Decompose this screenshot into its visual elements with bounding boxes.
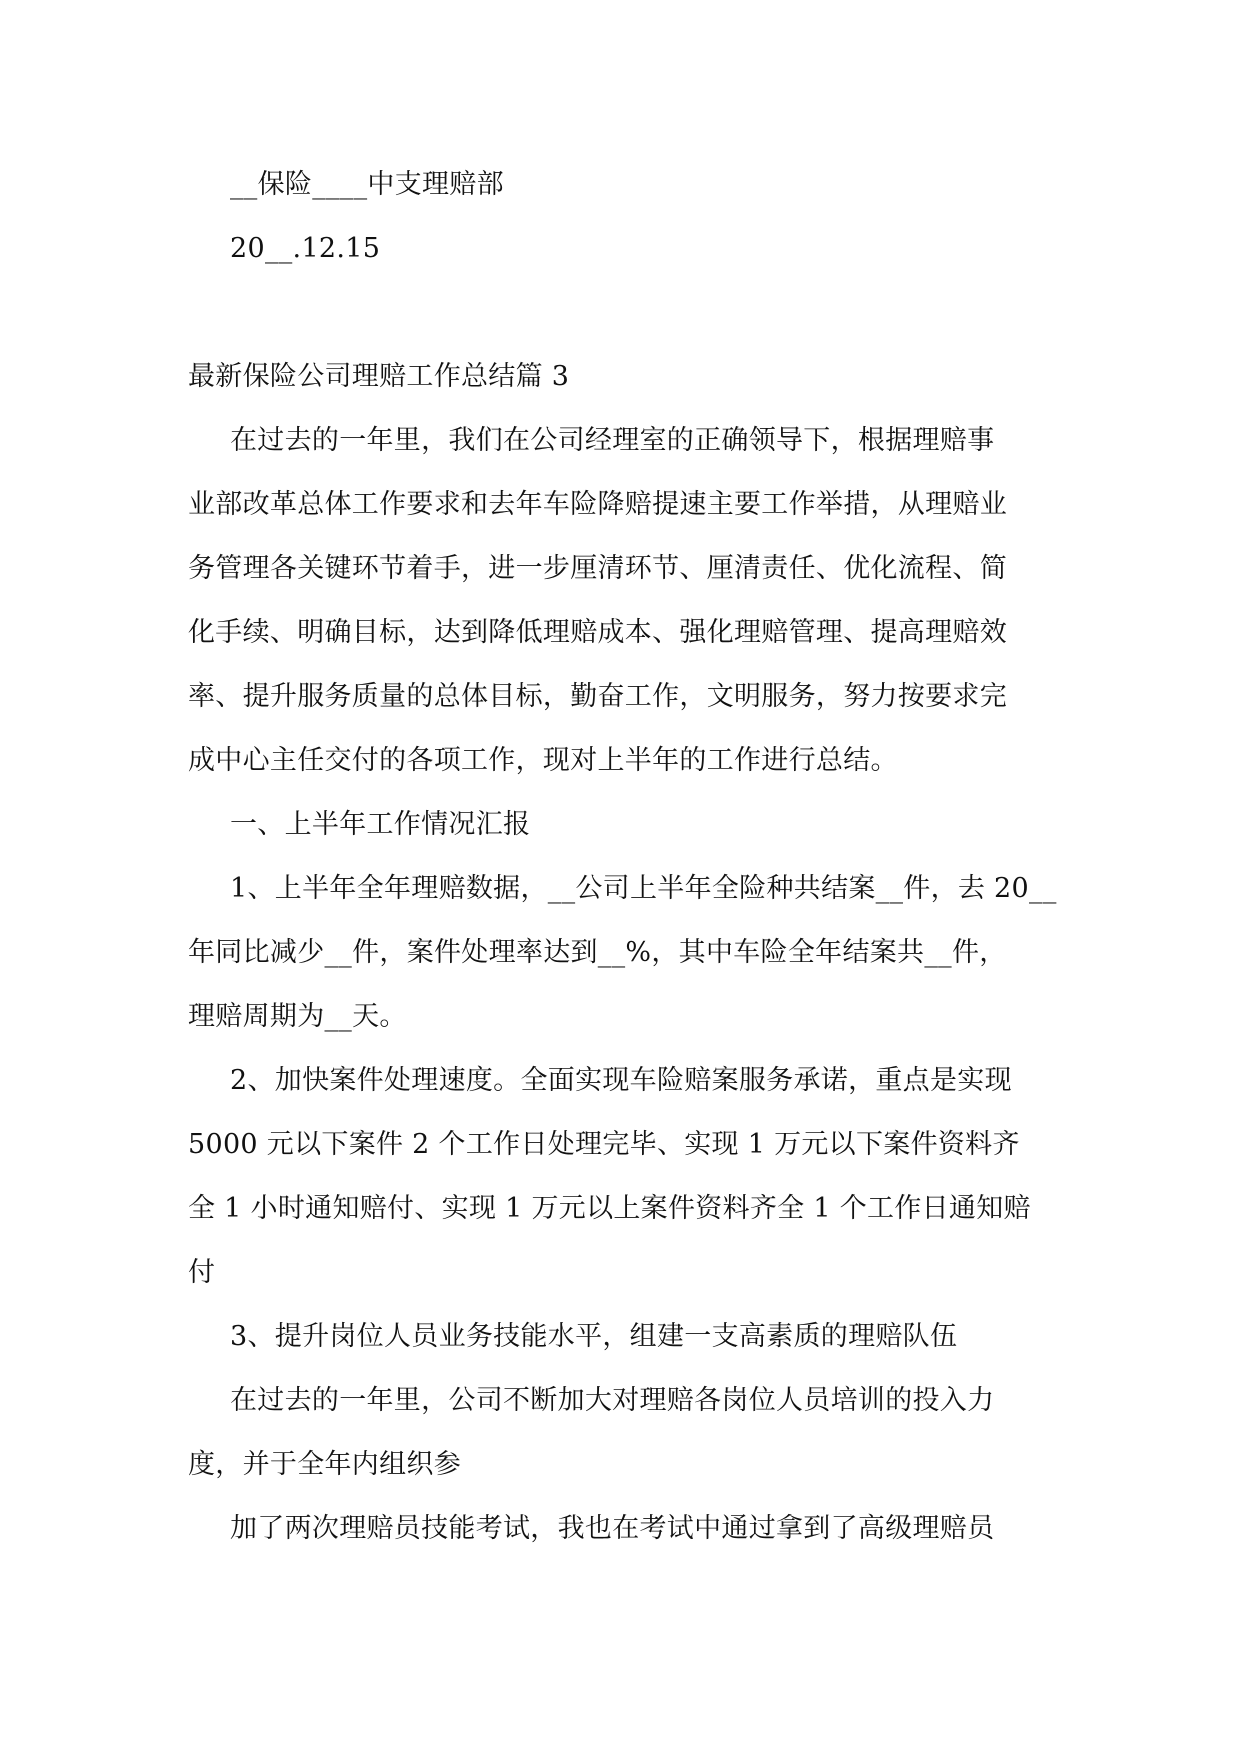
- section-title: 最新保险公司理赔工作总结篇 3: [188, 361, 570, 392]
- org-line: __保险____中支理赔部: [230, 169, 504, 200]
- paragraph-line: 度，并于全年内组织参: [188, 1449, 461, 1480]
- paragraph-line: 在过去的一年里，公司不断加大对理赔各岗位人员培训的投入力: [230, 1385, 995, 1416]
- paragraph-line: 全 1 小时通知赔付、实现 1 万元以上案件资料齐全 1 个工作日通知赔: [188, 1193, 1031, 1224]
- subheading: 一、上半年工作情况汇报: [230, 809, 531, 840]
- paragraph-line: 1、上半年全年理赔数据，__公司上半年全险种共结案__件，去 20__: [230, 873, 1057, 904]
- paragraph-line: 年同比减少__件，案件处理率达到__%，其中车险全年结案共__件，: [188, 937, 1007, 968]
- paragraph-line: 在过去的一年里，我们在公司经理室的正确领导下，根据理赔事: [230, 425, 995, 456]
- paragraph-line: 务管理各关键环节着手，进一步厘清环节、厘清责任、优化流程、简: [188, 553, 1007, 584]
- paragraph-line: 加了两次理赔员技能考试，我也在考试中通过拿到了高级理赔员: [230, 1513, 995, 1544]
- paragraph-line: 率、提升服务质量的总体目标，勤奋工作，文明服务，努力按要求完: [188, 681, 1007, 712]
- paragraph-line: 付: [188, 1257, 216, 1288]
- paragraph-line: 业部改革总体工作要求和去年车险降赔提速主要工作举措，从理赔业: [188, 489, 1007, 520]
- paragraph-line: 3、提升岗位人员业务技能水平，组建一支高素质的理赔队伍: [230, 1321, 958, 1352]
- paragraph-line: 5000 元以下案件 2 个工作日处理完毕、实现 1 万元以下案件资料齐: [188, 1129, 1020, 1160]
- date-line: 20__.12.15: [230, 233, 381, 264]
- paragraph-line: 成中心主任交付的各项工作，现对上半年的工作进行总结。: [188, 745, 898, 776]
- paragraph-line: 2、加快案件处理速度。全面实现车险赔案服务承诺，重点是实现: [230, 1065, 1012, 1096]
- paragraph-line: 理赔周期为__天。: [188, 1001, 407, 1032]
- paragraph-line: 化手续、明确目标，达到降低理赔成本、强化理赔管理、提高理赔效: [188, 617, 1007, 648]
